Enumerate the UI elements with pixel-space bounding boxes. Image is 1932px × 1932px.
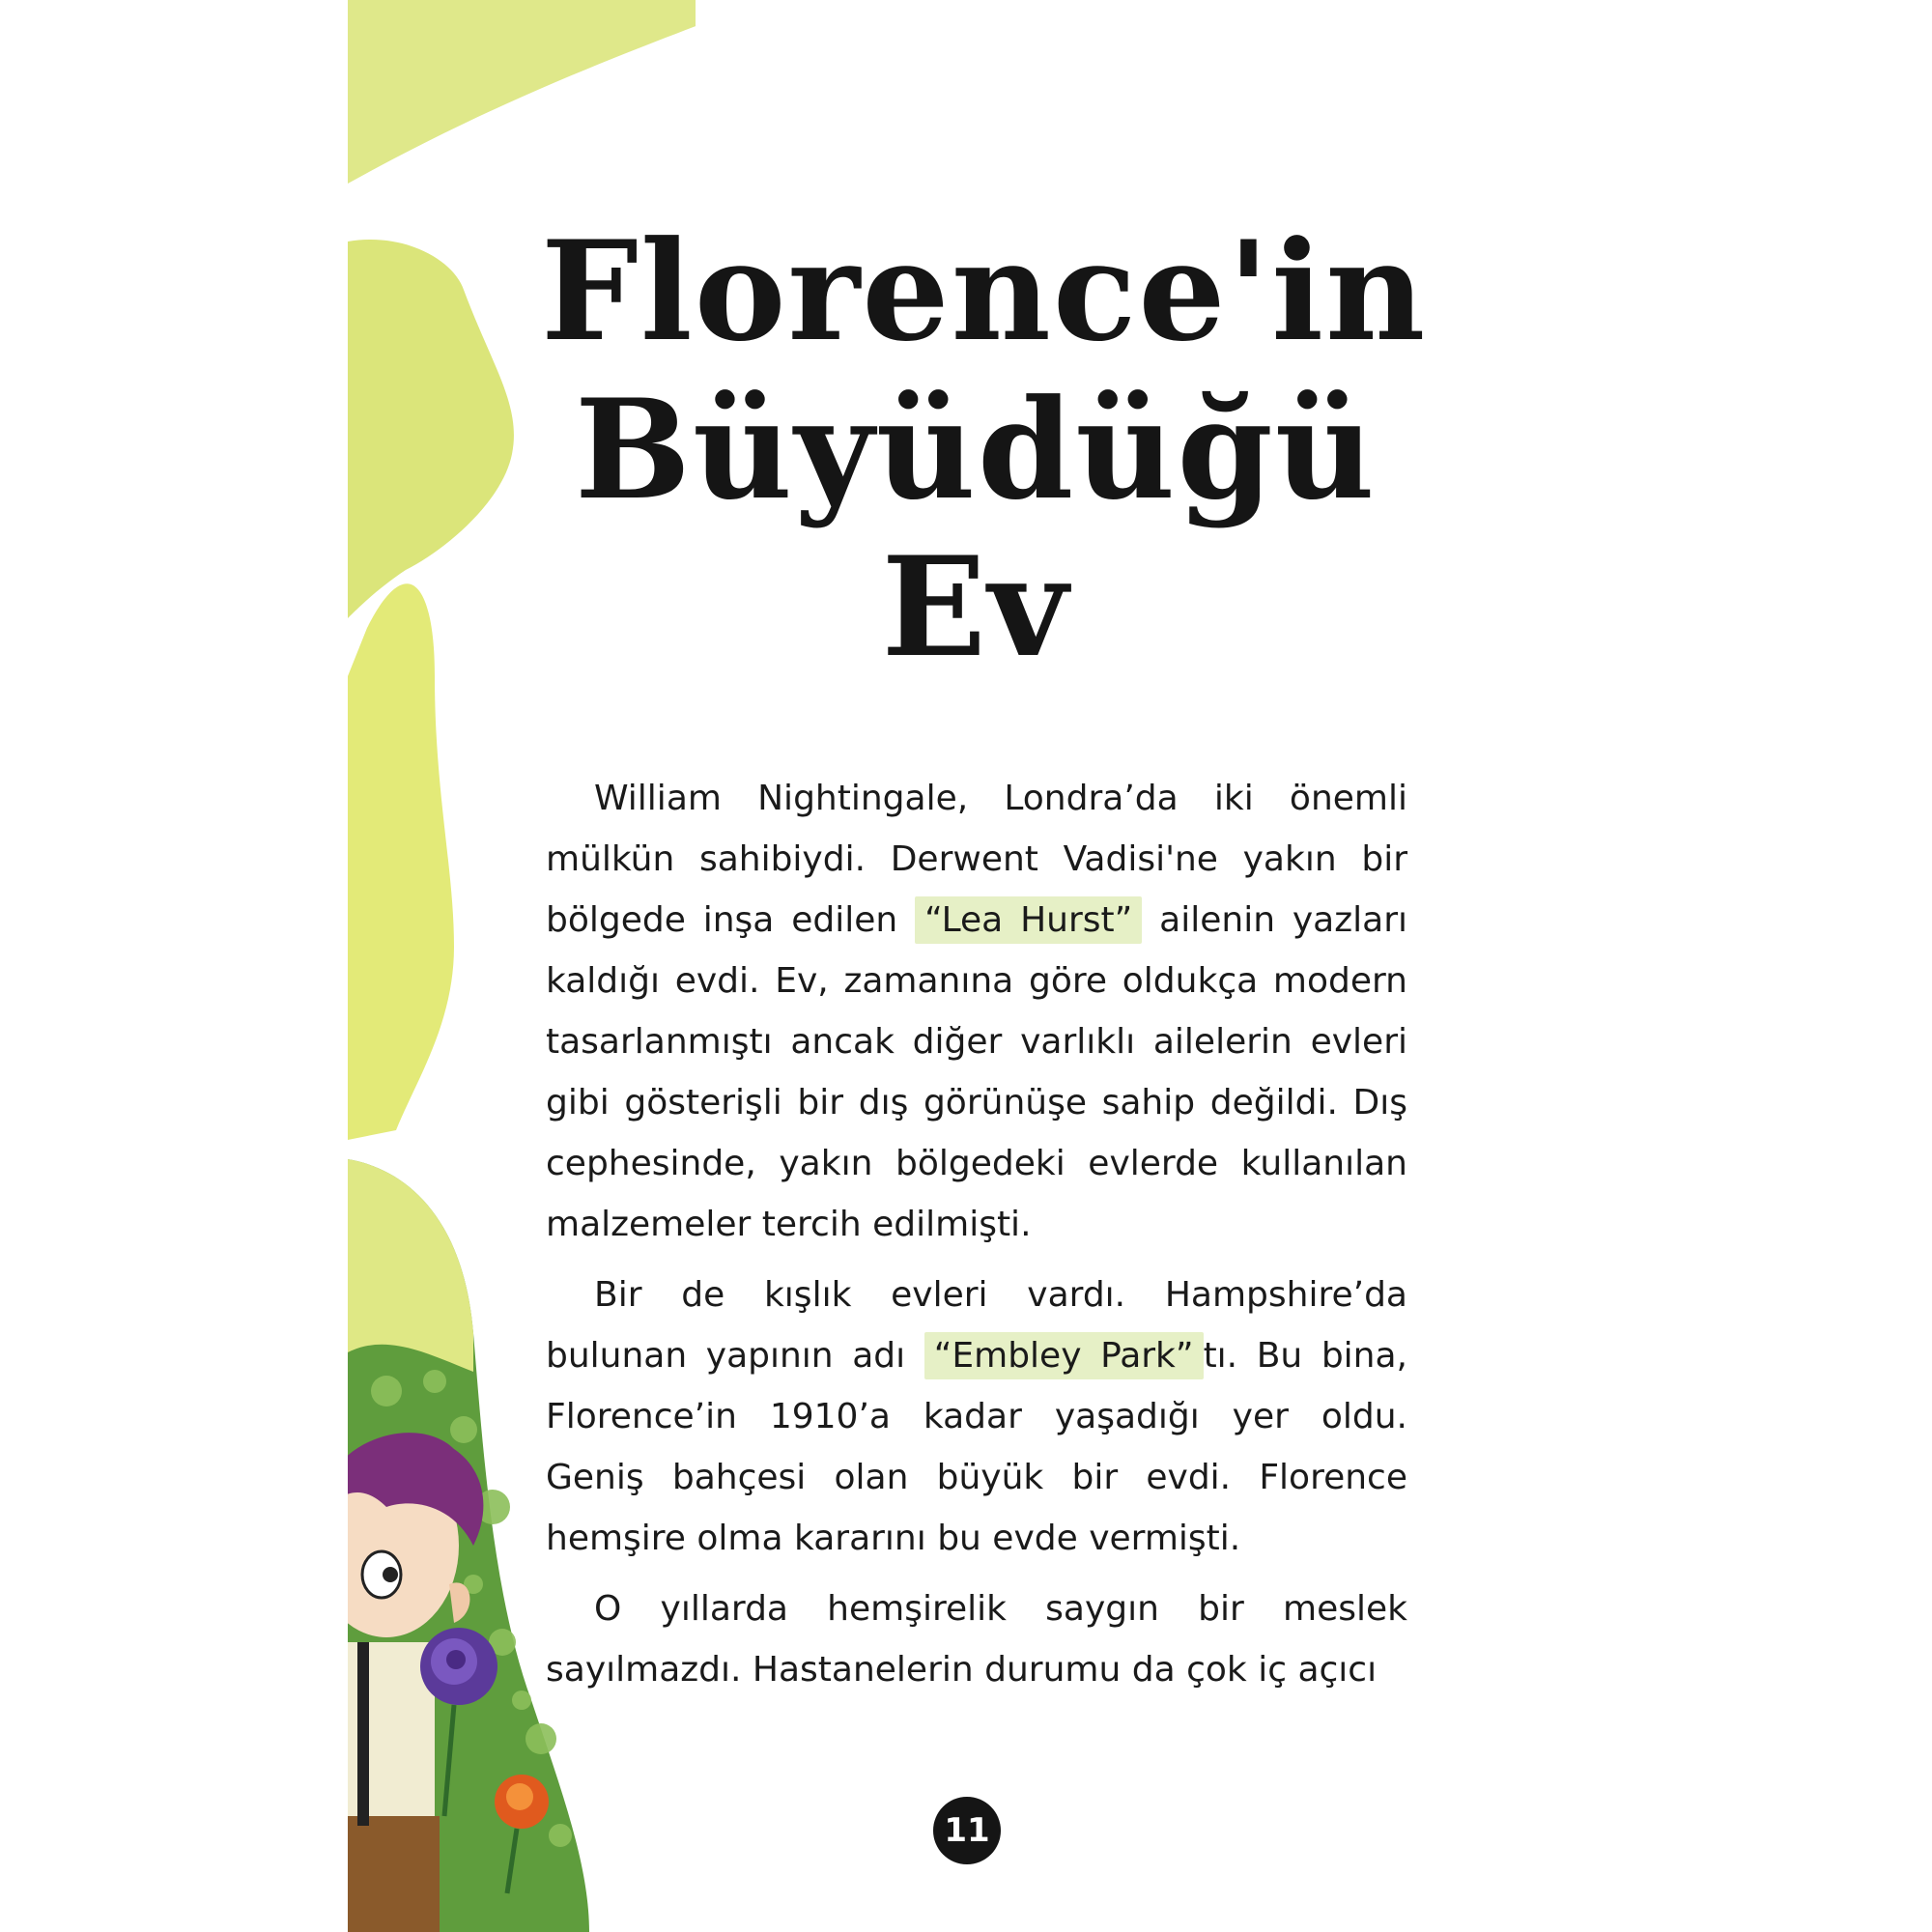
highlight-lea-hurst: “Lea Hurst” [915,896,1142,944]
paragraph-2-text-before: Bir de kışlık evleri vardı. Hampshire’da bulunan yapının adı [546,1275,1407,1376]
paragraph-1-text-before: William Nightingale, Londra’da iki önemli mülkün sahibiydi. Derwent Vadisi'ne yakın bir bölgede inşa edilen [546,779,1407,940]
chapter-title [541,212,1428,689]
paragraph-3-text-before: O yıllarda hemşirelik saygın bir meslek sayılmazdı. Hastanelerin durumu da çok iç açıcı [546,1589,1407,1690]
paragraph-1 [546,768,1407,1255]
boy-pupil [383,1567,398,1582]
paragraph-1-text-after: ailenin yazları kaldığı evdi. Ev, zamanına göre oldukça modern tasarlanmıştı ancak diğer varlıklı ailelerin evleri gibi gösterişli bir dış görünüşe sahip değildi. Dış cephesinde, yakın bölgedeki evlerde kullanılan malzemeler tercih edilmişti. [546,900,1408,1244]
highlight-embley-park: “Embley Park” [924,1332,1204,1379]
body-text [546,768,1407,1710]
boy-suspender [357,1642,369,1826]
middle-leaf-shape [348,240,514,618]
paragraph-2-text-after: tı. Bu bina, Florence’in 1910’a kadar yaşadığı yer oldu. Geniş bahçesi olan büyük bir evdi. Florence hemşire olma kararını bu evde vermişti. [546,1336,1407,1558]
top-leaf-shape [348,0,696,184]
title-line-1: Florence'in [541,212,1428,373]
title-line-2: Büyüdüğü Ev [574,369,1378,689]
boy-pants [348,1816,440,1932]
paragraph-3 [546,1578,1407,1700]
garden-top-shape [348,1159,473,1372]
page-number-badge: 11 [933,1797,1001,1864]
lower-leaf-shape [348,583,454,1140]
paragraph-2 [546,1264,1407,1569]
